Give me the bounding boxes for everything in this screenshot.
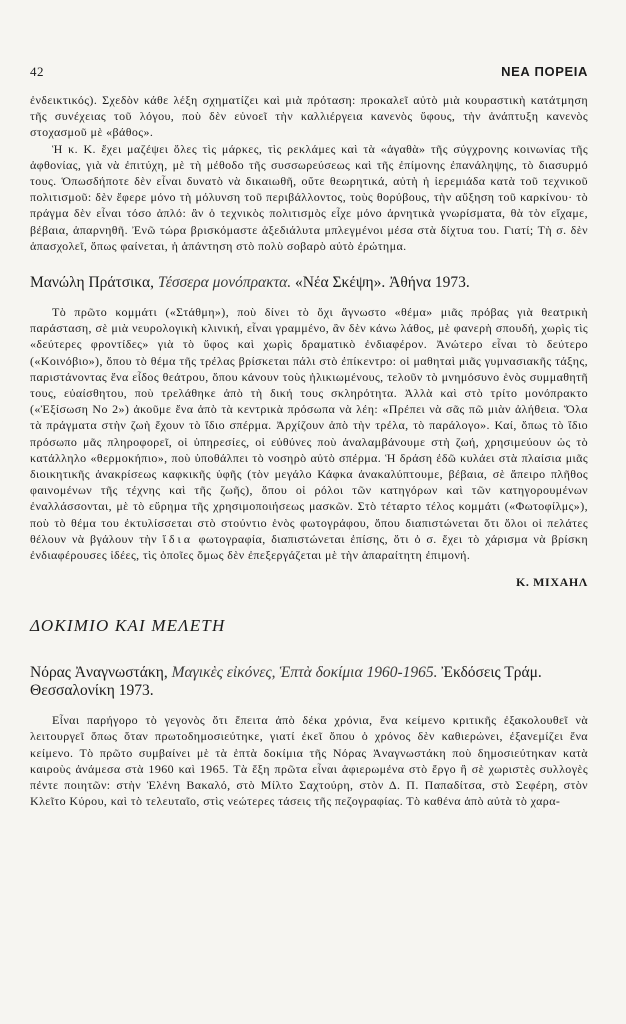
review-heading-anagnostaki [30, 664, 588, 700]
book-publisher: «Νέα Σκέψη». Ἀθήνα 1973. [295, 274, 470, 292]
reviewer-signature: Κ. ΜΙΧΑΗΛ [516, 575, 588, 590]
review-heading-pratsika [30, 274, 588, 292]
review-body-anagnostaki: Εἶναι παρήγορο τὸ γεγονὸς ὅτι ἔπειτα ἀπὸ δέκα χρόνια, ἕνα κείμενο κριτικῆς ἐξακολουθεῖ νὰ λειτουργεῖ ὅπως ὅταν πρωτοδημοσιεύτηκε, γιατί ἐκεῖ ὅπου ὁ χρόνος δὲν καθιερώνει, ἐξανεμίζει ἕνα κείμενο. Τὸ πρῶτο συμβαίνει μὲ τὰ ἑπτὰ δοκίμια τῆς Νόρας Ἀναγνωστάκη ποὺ δημοσιεύτηκαν κατὰ καιροὺς ἀνάμεσα στὰ 1960 καὶ 1965. Τὰ ἕξη πρῶτα εἶναι ἀφιερωμένα στὸ ἔργο ἢ σὲ χωριστὲς συλλογὲς πέντε ποιητῶν: στὴν Ἑλένη Βακαλό, στὸ Μίλτο Σαχτούρη, στὸν Δ. Π. Παπαδίτσα, στὸ Σεφέρη, στὸν Κλεῖτο Κύρου, καὶ τὸ τελευταῖο, στὶς νεώτερες τάσεις τῆς πεζογραφίας. Τὸ καθένα ἀπὸ αὐτὰ τὸ χαρα- [30, 713, 588, 809]
page-content [30, 92, 588, 810]
running-head [30, 64, 588, 80]
review-body-pratsika [30, 304, 588, 563]
review-closing-paragraph: Ἡ κ. Κ. ἔχει μαζέψει ὅλες τὶς μάρκες, τὶς ρεκλάμες καὶ τὰ «ἀγαθὰ» τῆς σύγχρονης κοινωνίας τῆς ἀφθονίας, γιὰ νὰ ἐπιτύχη, μὲ τὴ μέθοδο τῆς συσσωρεύσεως καὶ τῆς ἐπίμονης ἐπανάληψης, τὸ διασυρμό τους. Ὁπωσδήποτε δὲν εἶναι δυνατὸ νὰ δικαιωθῆ, οὔτε θεωρητικά, αὐτὴ ἡ ἱερεμιάδα κατὰ τοῦ τεχνικοῦ πολιτισμοῦ: δὲν ἔφερε μόνο τὴ μόλυνση τοῦ περιβάλλοντος, τοὺς θορύβους, τὴν αὔξηση τοῦ καρκίνου· τὸ πράγμα δὲν εἶναι τόσο ἁπλό: ἂν ὁ τεχνικὸς πολιτισμὸς εἶχε μόνο ἀρνητικὰ γνωρίσματα, θὰ τὸν εἴχαμε, βέβαια, ἀπαρνηθῆ. Ἐνῶ τώρα βρισκόμαστε ἀξεδιάλυτα μπλεγμένοι μέσα στὰ δίχτυα του. Γιατί; Τὴ σ. δὲν ἀπασχολεῖ, ὅπως φαίνεται, ἡ ἀπάντηση στὸ πολὺ σοβαρὸ αὐτὸ ἐρώτημα. [30, 141, 588, 253]
review-continuation-paragraph: ἐνδεικτικός). Σχεδὸν κάθε λέξη σχηματίζει καὶ μιὰ πρόταση: προκαλεῖ αὐτὸ μιὰ κουραστικὴ κατάτμηση τῆς συνέχειας τοῦ λόγου, ποὺ δὲν εὐνοεῖ τὴν καλλιέργεια κανενὸς ὕφους, τὴν ἀνάπτυξη κανενὸς στοχασμοῦ μὲ «βάθος». [30, 93, 588, 140]
book-title: Τέσσερα μονόπρακτα. [157, 274, 292, 292]
book-author: Μανώλη Πράτσικα, [30, 274, 154, 292]
section-heading: ΔΟΚΙΜΙΟ ΚΑΙ ΜΕΛΕΤΗ [30, 616, 226, 636]
book-publisher: Ἐκδόσεις Τράμ. Θεσσαλονίκη 1973. [30, 664, 542, 700]
journal-title: ΝΕΑ ΠΟΡΕΙΑ [501, 64, 588, 79]
spaced-emphasis: ἴδια [162, 531, 193, 546]
review-body-part2: φωτογραφία, διαπιστώνεται ἐπίσης, ὅτι ὁ σ. ἔχει τὸ χάρισμα νὰ βρίσκη ἐνδιαφέρουσες ἰδέες, τὶς ὁποῖες ὅμως δὲν ἐπεξεργάζεται μὲ τὴν ἀπαραίτητη ἐπιμονή. [30, 531, 588, 563]
page-number: 42 [30, 64, 44, 79]
book-title: Μαγικὲς εἰκόνες, Ἑπτὰ δοκίμια 1960-1965. [171, 664, 438, 682]
review-body-part1: Τὸ πρῶτο κομμάτι («Στάθμη»), ποὺ δίνει τὸ ὄχι ἄγνωστο «θέμα» μιᾶς πρόβας γιὰ θεατρικὴ παράσταση, σὲ μιὰ νευρολογικὴ κλινική, εἶναι γραμμένο, ἂν δὲν κάνω λάθος, μὲ φανερὴ σπουδή, χωρὶς τὶς «δεύτερες φροντίδες» γιὰ τὸ ὕφος καὶ χωρὶς δραματικὸ ἐνδιαφέρον. Ἀνώτερο εἶναι τὸ δεύτερο («Κοινόβιο»), ὅπου τὸ θέμα τῆς τρέλας βρίσκεται πάλι στὸ ἐπίκεντρο: οἱ μαθηταὶ μιᾶς γυμνασιακῆς τάξης, παριστάνοντας ἕνα εἶδος θεάτρου, ὅπου κάνουν τοὺς ἡλικιωμένους, τελοῦν τὸ μνημόσυνο ἑνὸς συμμαθητῆ τους, εὐαίσθητου, ποὺ τρελάθηκε ἀπὸ τὴ δική τους σκληρότητα. Ἀλλὰ καὶ στὸ τρίτο μονόπρακτο («Ἐξίσωση Νο 2») ἀκοῦμε ἕνα ἀπὸ τὰ κεντρικὰ πρόσωπα νὰ λέη: «Πρέπει νὰ σᾶς πῶ μιὰν ἀλήθεια. Ὅλα τὰ πράγματα στὴν ζωὴ ἔχουν τὸ ἴδιο σπέρμα. Ἀρχίζουν ἀπὸ τὴν τρέλα, τὸ παράλογο». Καί, ὅπως τὸ ἴδιο πρόσωπο μᾶς πληροφορεῖ, οἱ ὑπηρεσίες, οἱ εὐθύνες ποὺ ἀναλαμβάνουμε στὴ ζωή, χρησιμεύουν ὡς τὸ κατάλληλο «θερμοκήπιο», ποὺ ὑποθάλπει τὸ νοσηρὸ αὐτὸ σπέρμα. Ἡ δράση ἐδῶ κυλάει στὰ πλαίσια μιᾶς διοικητικῆς ἀνακρίσεως καφκικῆς ὑφῆς (τὸν μεγάλο Κάφκα ἀνακαλύπτουμε, βέβαια, σὲ ἄπειρο πλῆθος φαινομένων τῆς τέχνης καὶ τῆς ζωῆς), ὅπου οἱ ρόλοι τῶν κατηγόρων καὶ τῶν κατηγορουμένων ἐναλλάσσονται, μὲ τὸ εὕρημα τῆς χρησιμοποιήσεως μασκῶν. Στὸ τέταρτο τέλος κομμάτι («Φωτοφίλμς»), ποὺ τὸ θέμα του ἐκτυλίσσεται στὸ στούντιο ἑνὸς φωτογράφου, ὅπου διαπιστώνεται ὅτι ὅλοι οἱ πελάτες θέλουν νὰ βγάλουν τὴν [30, 305, 588, 546]
book-author: Νόρας Ἀναγνωστάκη, [30, 664, 168, 682]
